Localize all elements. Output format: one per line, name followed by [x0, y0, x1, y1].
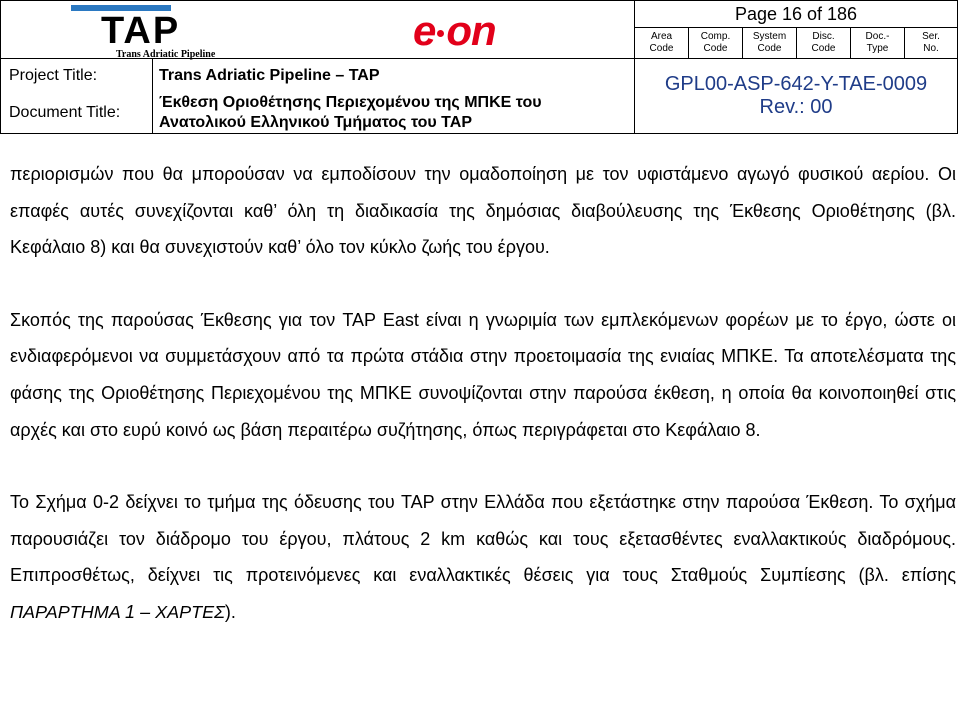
document-title-label: Document Title:: [1, 93, 153, 134]
tap-logo-text: TAP: [101, 10, 181, 52]
area-code-label: Area Code: [635, 28, 689, 59]
paragraph-3: Το Σχήμα 0-2 δείχνει το τμήμα της όδευσης του TAP στην Ελλάδα που εξετάστηκε στην παρούσα Έκθεση. Το σχήμα παρουσιάζει τον διάδρομο του έργου, πλάτους 2 km καθώς και τους εξετασθέντες εναλλακτικούς διαδρόμους. Επιπροσθέτως, δείχνει τις προτεινόμενες και εναλλακτικές θέσεις για τους Σταθμούς Συμπίεσης (βλ. επίσης ΠΑΡΑΡΤΗΜΑ 1 – ΧΑΡΤΕΣ).: [10, 492, 956, 622]
page-number: Page 16 of 186: [635, 1, 958, 28]
document-title-value: [153, 93, 635, 134]
ser-no-label: Ser. No.: [905, 28, 958, 59]
doc-id: GPL00-ASP-642-Y-TAE-0009: [664, 73, 928, 95]
system-code-label: System Code: [743, 28, 797, 59]
tap-logo-subtitle: Trans Adriatic Pipeline: [116, 49, 216, 60]
document-title-line1: Έκθεση Οριοθέτησης Περιεχομένου της ΜΠΚΕ του: [159, 94, 542, 111]
document-title-line2: Ανατολικού Ελληνικού Τμήματος του TAP: [159, 114, 472, 131]
header-table: [0, 0, 958, 134]
tap-logo: [71, 5, 251, 61]
project-title-value: Trans Adriatic Pipeline – TAP: [153, 59, 635, 94]
revision: Rev.: 00: [759, 96, 833, 118]
paragraph-1: περιορισμών που θα μπορούσαν να εμποδίσουν την ομαδοποίηση με τον υφιστάμενο αγωγό φυσικού αερίου. Οι επαφές αυτές συνεχίζονται καθ’ όλη τη διαδικασία της δημόσιας διαβούλευσης της Έκθεσης Οριοθέτησης (βλ. Κεφάλαιο 8) και θα συνεχιστούν καθ’ όλο τον κύκλο ζωής του έργου.: [10, 164, 956, 258]
document-header: [0, 0, 958, 135]
project-title-label: Project Title:: [1, 59, 153, 94]
eon-logo: e on: [413, 7, 496, 54]
paragraph-2: Σκοπός της παρούσας Έκθεσης για τον TAP East είναι η γνωριμία των εμπλεκόμενων φορέων με το έργο, ώστε οι ενδιαφερόμενοι να συμμετάσχουν από τα πρώτα στάδια στην προετοιμασία της ενιαίας ΜΠΚΕ. Τα αποτελέσματα της φάσης της Οριοθέτησης Περιεχομένου της ΜΠΚΕ συνοψίζονται στην παρούσα έκθεση, η οποία θα κοινοποιηθεί στις αρχές και στο ευρύ κοινό ως βάση περαιτέρω συζήτησης, όπως περιγράφεται στο Κεφάλαιο 8.: [10, 309, 956, 440]
logo-area: [1, 1, 635, 59]
doc-id-block: [635, 59, 958, 134]
doc-type-label: Doc.- Type: [851, 28, 905, 59]
disc-code-label: Disc. Code: [797, 28, 851, 59]
comp-code-label: Comp. Code: [689, 28, 743, 59]
appendix-reference: ΠΑΡΑΡΤΗΜΑ 1 – ΧΑΡΤΕΣ: [10, 601, 225, 622]
body-text: [10, 156, 956, 631]
